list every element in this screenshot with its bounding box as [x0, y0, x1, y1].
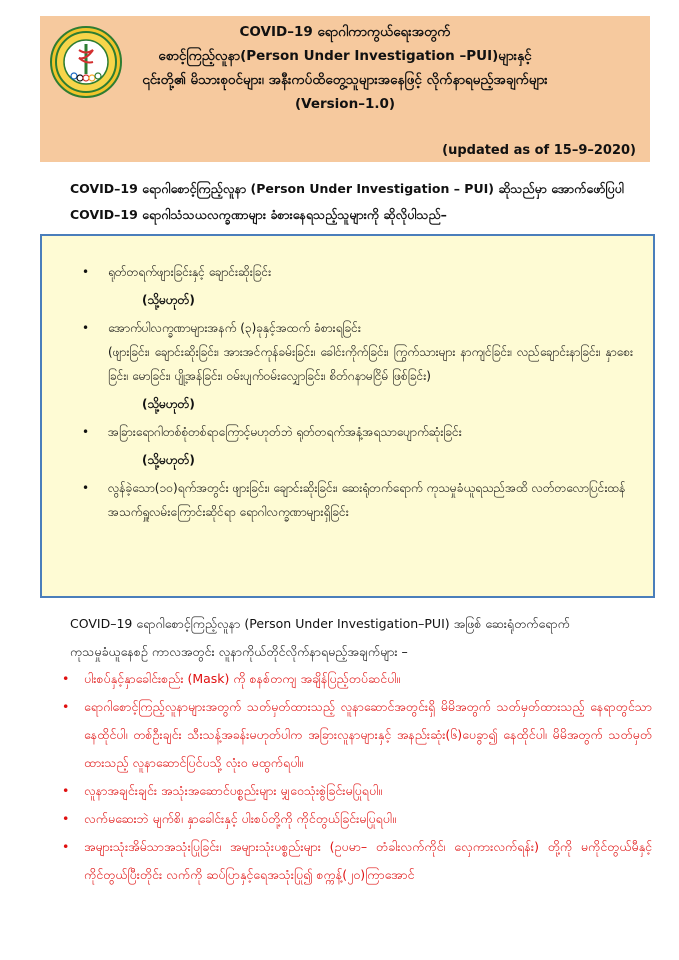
criteria-item	[82, 420, 633, 444]
bullet-icon: •	[62, 671, 70, 686]
criteria-item	[82, 476, 633, 524]
header-version: (Version–1.0)	[294, 96, 396, 112]
rule-text: ရောဂါစောင့်ကြည့်လူနာများအတွက် သတ်မှတ်ထားသည့် လူနာဆောင်အတွင်းရှိ မိမိအတွက် သတ်မှတ်ထားသည့် နေရာတွင်သာနေထိုင်ပါ၊ တစ်ဦးချင်း သီးသန့်အခန်းမဟုတ်ပါက အခြားလူနာများနှင့် အနည်းဆုံး(၆)ပေခွာ၍ နေထိုင်ပါ၊ မိမိအတွက် သတ်မှတ်ထားသည့် လူနာဆောင်ပြင်ပသို့ လုံးဝ မထွက်ရပါ။	[84, 699, 652, 770]
updated-date: (updated as of 15–9–2020)	[442, 143, 636, 158]
rules-list	[62, 665, 652, 889]
bullet-icon: •	[82, 265, 90, 279]
document-header	[40, 16, 650, 162]
or-label: (သို့မဟုတ်)	[142, 453, 195, 467]
criteria-detail: (ဖျားခြင်း၊ ချောင်းဆိုးခြင်း၊ အားအင်ကုန်ခမ်းခြင်း၊ ခေါင်းကိုက်ခြင်း၊ ကြွက်သားများ နာကျင်ခြင်း၊ လည်ချောင်းနာခြင်း၊ နှာစေးခြင်း၊ မောခြင်း၊ ပျို့အန်ခြင်း၊ ဝမ်းပျက်ဝမ်းလျှောခြင်း၊ စိတ်ဂနာမငြိမ် ဖြစ်ခြင်း)	[108, 345, 633, 383]
header-subtitle-2: ၎င်းတို့၏ မိသားစုဝင်များ၊ အနီးကပ်ထိတွေ့သူများအနေဖြင့် လိုက်နာရမည့်အချက်များ	[142, 72, 548, 88]
criteria-text: ရုတ်တရက်ဖျားခြင်းနှင့် ချောင်းဆိုးခြင်း	[108, 265, 272, 279]
section2-paragraph	[70, 610, 650, 666]
criteria-text: လွန်ခဲ့သော(၁၀)ရက်အတွင်း ဖျားခြင်း၊ ချောင်းဆိုးခြင်း၊ ဆေးရုံတက်ရောက် ကုသမှုခံယူရသည်အထိ လတ်တလောပြင်းထန်အသက်ရှူလမ်းကြောင်းဆိုင်ရာ ရောဂါလက္ခဏာများရှိခြင်း	[108, 481, 626, 519]
rule-item	[62, 693, 652, 777]
bullet-icon: •	[62, 811, 70, 826]
rule-text: အများသုံးအိမ်သာအသုံးပြုခြင်း၊ အများသုံးပစ္စည်းများ (ဥပမာ– တံခါးလက်ကိုင်၊ လှေကားလက်ရန်း) တို့ကို မကိုင်တွယ်မီနှင့် ကိုင်တွယ်ပြီးတိုင်း လက်ကို ဆပ်ပြာနှင့်ရေအသုံးပြု၍ စက္ကန့်(၂၀)ကြာအောင်	[84, 839, 652, 882]
rule-item	[62, 665, 652, 693]
rule-text: လူနာအချင်းချင်း အသုံးအဆောင်ပစ္စည်းများ မျှဝေသုံးစွဲခြင်းမပြုရပါ။	[84, 783, 383, 798]
rule-item	[62, 777, 652, 805]
section2-line: ကုသမှုခံယူနေစဉ် ကာလအတွင်း လူနာကိုယ်တိုင်လိုက်နာရမည့်အချက်များ –	[70, 644, 408, 659]
header-subtitle: စောင့်ကြည့်လူနာ(Person Under Investigation –PUI)များနှင့်	[158, 48, 532, 64]
intro-paragraph	[70, 176, 650, 228]
rule-item	[62, 833, 652, 889]
or-label: (သို့မဟုတ်)	[142, 397, 195, 411]
bullet-icon: •	[82, 481, 90, 495]
criteria-item	[82, 316, 633, 388]
or-label: (သို့မဟုတ်)	[142, 293, 195, 307]
rule-text: ပါးစပ်နှင့်နှာခေါင်းစည်း (Mask) ကို စနစ်တကျ အချိန်ပြည့်တပ်ဆင်ပါ။	[84, 671, 401, 686]
criteria-item	[82, 260, 633, 284]
intro-line: COVID–19 ရောဂါသံသယလက္ခဏာများ ခံစားနေရသည့်သူများကို ဆိုလိုပါသည်–	[70, 207, 447, 222]
criteria-box	[40, 234, 655, 598]
bullet-icon: •	[62, 839, 70, 854]
bullet-icon: •	[62, 699, 70, 714]
bullet-icon: •	[62, 783, 70, 798]
intro-line: COVID–19 ရောဂါစောင့်ကြည့်လူနာ (Person Under Investigation – PUI) ဆိုသည်မှာ အောက်ဖော်ပြပါ	[70, 181, 624, 196]
criteria-text: အောက်ပါလက္ခဏာများအနက် (၃)ခုနှင့်အထက် ခံစားရခြင်း	[108, 321, 361, 335]
criteria-text: အခြားရောဂါတစ်စုံတစ်ရာကြောင့်မဟုတ်ဘဲ ရုတ်တရက်အနံ့အရသာပျောက်ဆုံးခြင်း	[108, 425, 462, 439]
bullet-icon: •	[82, 425, 90, 439]
bullet-icon: •	[82, 321, 90, 335]
header-title: COVID–19 ရောဂါကာကွယ်ရေးအတွက်	[239, 24, 451, 40]
section2-line: COVID–19 ရောဂါစောင့်ကြည့်လူနာ (Person Under Investigation–PUI) အဖြစ် ဆေးရုံတက်ရောက်	[70, 616, 570, 631]
ministry-of-health-seal-icon	[50, 26, 122, 98]
rule-item	[62, 805, 652, 833]
rule-text: လက်မဆေးဘဲ မျက်စိ၊ နှာခေါင်းနှင့် ပါးစပ်တို့ကို ကိုင်တွယ်ခြင်းမပြုရပါ။	[84, 811, 396, 826]
criteria-list	[82, 260, 633, 524]
